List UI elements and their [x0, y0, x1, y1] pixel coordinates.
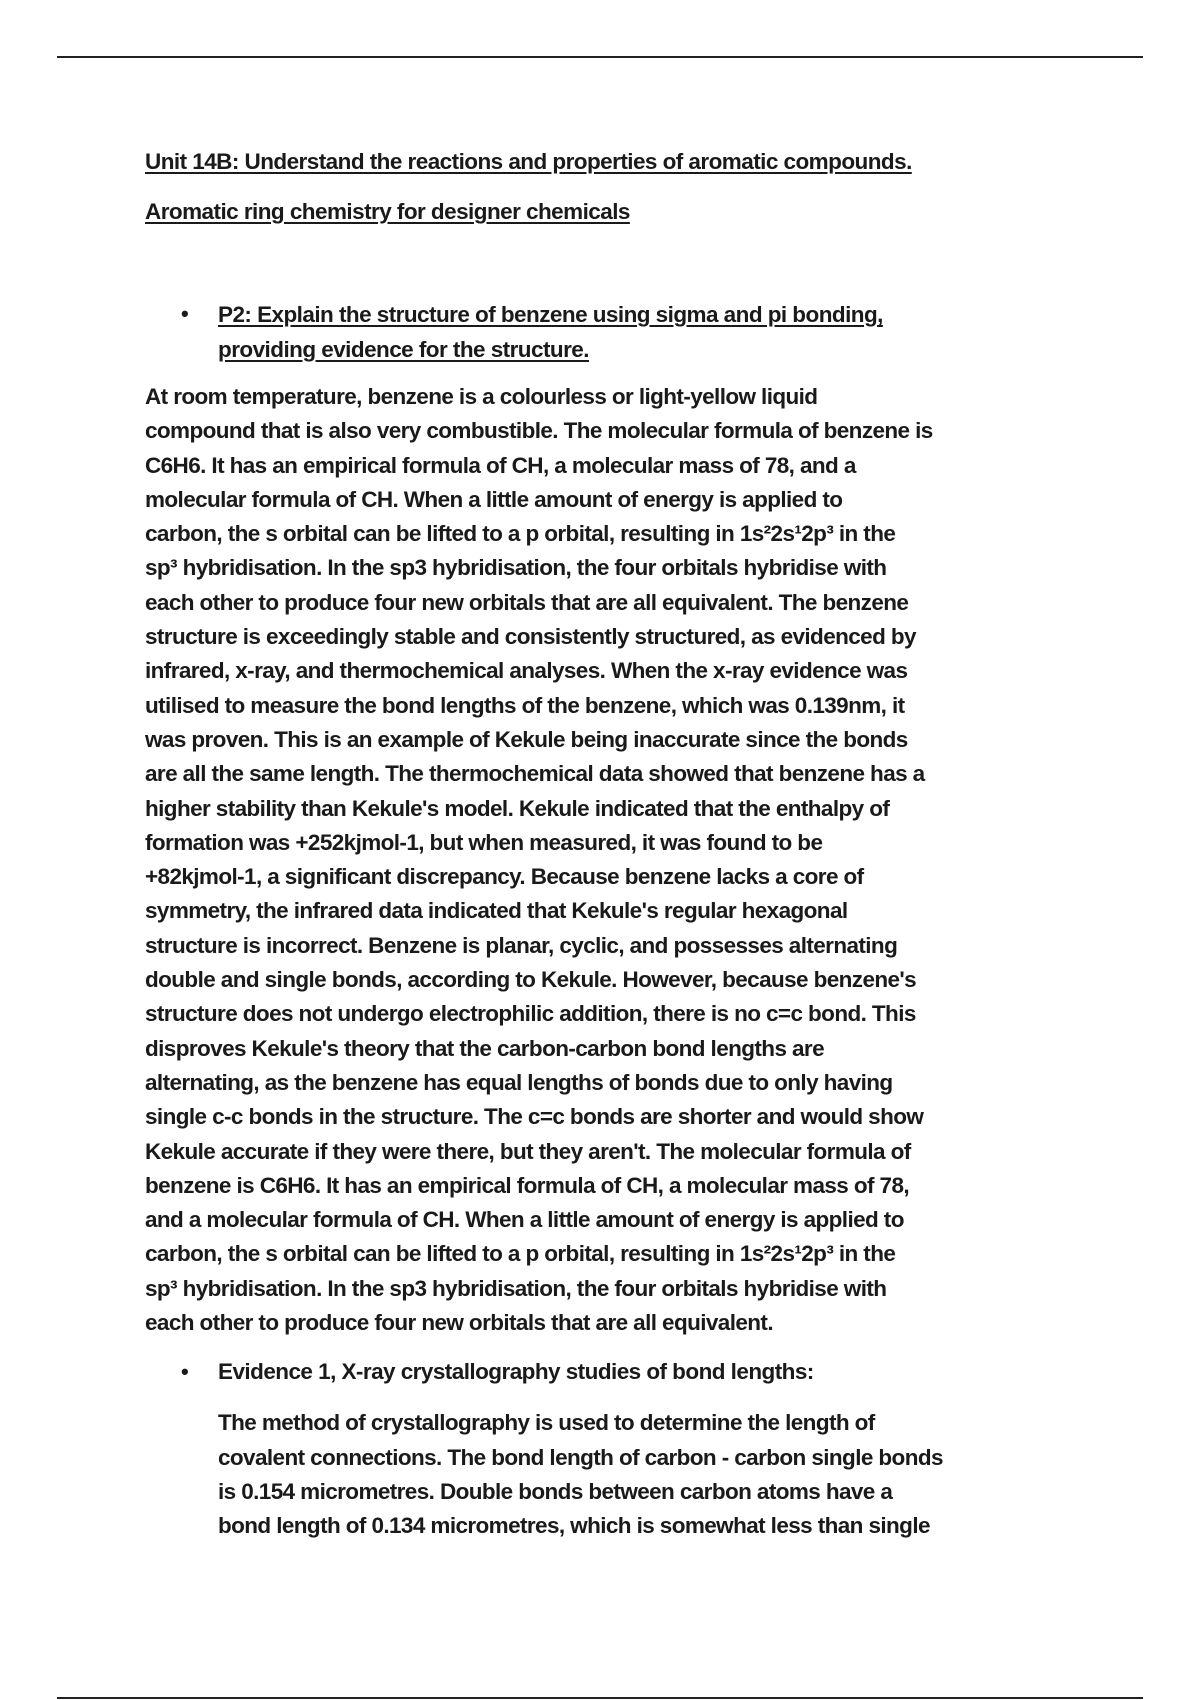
footer-rule	[57, 1697, 1143, 1699]
body-line: sp³ hybridisation. In the sp3 hybridisation, the four orbitals hybridise with	[145, 1275, 887, 1301]
body-line: carbon, the s orbital can be lifted to a p orbital, resulting in 1s²2s¹2p³ in the	[145, 521, 896, 547]
body-line: symmetry, the infrared data indicated that Kekule's regular hexagonal	[145, 898, 848, 924]
body-line: utilised to measure the bond lengths of the benzene, which was 0.139nm, it	[145, 692, 905, 718]
evidence-body	[145, 1406, 1065, 1543]
body-line: +82kjmol-1, a significant discrepancy. Because benzene lacks a core of	[145, 864, 864, 890]
document-page	[145, 145, 1065, 1544]
body-line: structure is exceedingly stable and consistently structured, as evidenced by	[145, 624, 916, 650]
body-line: covalent connections. The bond length of carbon - carbon single bonds	[218, 1444, 943, 1470]
section-title-line: P2: Explain the structure of benzene using sigma and pi bonding,	[218, 302, 883, 327]
subheading: Aromatic ring chemistry for designer chemicals	[145, 199, 630, 224]
body-line: benzene is C6H6. It has an empirical formula of CH, a molecular mass of 78,	[145, 1172, 910, 1198]
body-line: C6H6. It has an empirical formula of CH, a molecular mass of 78, and a	[145, 452, 856, 478]
section-title-line: providing evidence for the structure.	[218, 337, 589, 362]
body-line: alternating, as the benzene has equal lengths of bonds due to only having	[145, 1069, 893, 1095]
bullet-icon: •	[181, 301, 189, 326]
body-line: The method of crystallography is used to determine the length of	[218, 1410, 875, 1436]
body-line: formation was +252kjmol-1, but when measured, it was found to be	[145, 829, 823, 855]
body-line: structure does not undergo electrophilic addition, there is no c=c bond. This	[145, 1001, 916, 1027]
bullet-icon: •	[181, 1359, 189, 1385]
body-line: double and single bonds, according to Kekule. However, because benzene's	[145, 967, 917, 993]
body-line: compound that is also very combustible. The molecular formula of benzene is	[145, 418, 933, 444]
evidence-title-row	[145, 1355, 1065, 1389]
body-line: bond length of 0.134 micrometres, which is somewhat less than single	[218, 1513, 930, 1539]
body-line: was proven. This is an example of Kekule being inaccurate since the bonds	[145, 726, 908, 752]
body-line: is 0.154 micrometres. Double bonds between carbon atoms have a	[218, 1478, 893, 1504]
section-title	[218, 297, 1065, 367]
body-line: molecular formula of CH. When a little amount of energy is applied to	[145, 486, 843, 512]
evidence-title: Evidence 1, X-ray crystallography studies of bond lengths:	[218, 1359, 814, 1385]
body-line: are all the same length. The thermochemical data showed that benzene has a	[145, 761, 925, 787]
body-line: sp³ hybridisation. In the sp3 hybridisation, the four orbitals hybridise with	[145, 555, 887, 581]
body-line: higher stability than Kekule's model. Kekule indicated that the enthalpy of	[145, 795, 890, 821]
body-line: each other to produce four new orbitals that are all equivalent. The benzene	[145, 589, 909, 615]
body-line: each other to produce four new orbitals that are all equivalent.	[145, 1310, 773, 1336]
body-line: carbon, the s orbital can be lifted to a p orbital, resulting in 1s²2s¹2p³ in the	[145, 1241, 896, 1267]
body-line: and a molecular formula of CH. When a little amount of energy is applied to	[145, 1207, 904, 1233]
evidence-1	[145, 1355, 1065, 1543]
section-p2	[145, 297, 1065, 1340]
body-line: structure is incorrect. Benzene is planar, cyclic, and possesses alternating	[145, 932, 898, 958]
body-line: infrared, x-ray, and thermochemical analyses. When the x-ray evidence was	[145, 658, 908, 684]
body-line: At room temperature, benzene is a colourless or light-yellow liquid	[145, 384, 818, 409]
header-rule	[57, 56, 1143, 58]
body-line: single c-c bonds in the structure. The c=c bonds are shorter and would show	[145, 1104, 924, 1130]
section-body	[145, 380, 1065, 1340]
body-line: disproves Kekule's theory that the carbon-carbon bond lengths are	[145, 1035, 824, 1061]
section-title-row	[145, 297, 1065, 367]
unit-heading: Unit 14B: Understand the reactions and properties of aromatic compounds.	[145, 149, 912, 174]
body-line: Kekule accurate if they were there, but they aren't. The molecular formula of	[145, 1138, 911, 1164]
